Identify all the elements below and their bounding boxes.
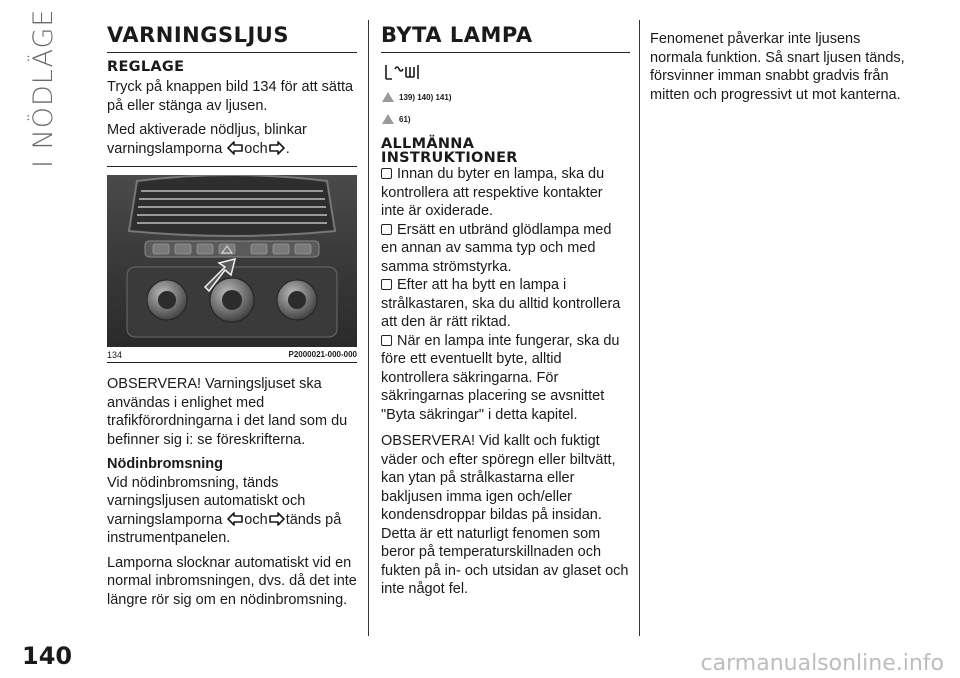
lamp-symbols-icon bbox=[384, 63, 630, 81]
left-turn-indicator-icon bbox=[227, 141, 243, 155]
figure-bottom-rule bbox=[107, 362, 357, 363]
column-divider-1 bbox=[368, 20, 369, 636]
warning-triangle-icon bbox=[381, 113, 395, 125]
watermark: carmanualsonline.info bbox=[700, 651, 944, 676]
figure-code: P2000021-000-000 bbox=[288, 350, 357, 359]
list-item: När en lampa inte fungerar, ska du före ett eventuellt byte, alltid kontrollera säkringarna. För säkringarnas placering se avsnittet "Byta säkringar" i detta kapitel. bbox=[381, 332, 620, 423]
list-item: Efter att ha bytt en lampa i strålkastaren, ska du alltid kontrollera att den är rätt riktad. bbox=[381, 277, 621, 330]
paragraph-lamporna: Lamporna slocknar automatiskt vid en normal inbromsningen, dvs. då det inte längre rör sig om en nödinbromsning. bbox=[107, 554, 357, 608]
heading-byta-lampa: BYTA LAMPA bbox=[381, 22, 630, 53]
paragraph-nodinbromsning: Vid nödinbromsning, tänds varningsljusen automatiskt och varningslamporna och tänds på instrumentpanelen. bbox=[107, 474, 342, 546]
subheading-allmanna-instruktioner: ALLMÄNNA INSTRUKTIONER bbox=[381, 136, 518, 166]
paragraph-observera-2: OBSERVERA! Vid kallt och fuktigt väder och efter spöregn eller biltvätt, kan ytan på strålkastarna eller bakljusen imma igen och/eller kondensdroppar bildas på insidan. Detta är ett naturligt fenomen som beror på temperaturskillnaden och fukten på in- och utsidan av glaset och inte något fel. bbox=[381, 433, 629, 597]
heading-nodinbromsning: Nödinbromsning bbox=[107, 456, 223, 472]
left-turn-indicator-icon bbox=[227, 512, 243, 526]
figure-top-rule bbox=[107, 166, 357, 167]
subheading-reglage: REGLAGE bbox=[107, 59, 185, 75]
dashboard-hazard-photo bbox=[107, 175, 357, 347]
page-number: 140 bbox=[22, 642, 73, 670]
list-item: Innan du byter en lampa, ska du kontrollera att respektive kontakter inte är oxiderade. bbox=[381, 166, 605, 219]
paragraph-observera-1: OBSERVERA! Varningsljuset ska användas i enlighet med trafikförordningarna i det land som du befinner sig i: se föreskrifterna. bbox=[107, 376, 348, 448]
column-varningsljus bbox=[107, 22, 357, 615]
checkbox-bullet-icon bbox=[381, 279, 392, 290]
references-note: 61) bbox=[381, 113, 630, 125]
paragraph-aktiverade: Med aktiverade nödljus, blinkar varningslamporna och . bbox=[107, 122, 307, 157]
warning-triangle-icon bbox=[381, 91, 395, 103]
column-divider-2 bbox=[639, 20, 640, 636]
list-item: Ersätt en utbränd glödlampa med en annan av samma typ och med samma strömstyrka. bbox=[381, 221, 612, 275]
column-continued bbox=[650, 30, 910, 110]
paragraph-tryck: Tryck på knappen bild 134 för att sätta på eller stänga av ljusen. bbox=[107, 79, 354, 114]
side-chapter-title: I NÖDLÄGE bbox=[28, 8, 59, 168]
paragraph-fenomenet: Fenomenet påverkar inte ljusens normala funktion. Så snart ljusen tänds, försvinner imman snabbt gradvis från mitten och progressivt ut mot kanterna. bbox=[650, 31, 905, 103]
checkbox-bullet-icon bbox=[381, 335, 392, 346]
checkbox-bullet-icon bbox=[381, 168, 392, 179]
heading-varningsljus: VARNINGSLJUS bbox=[107, 22, 357, 53]
right-turn-indicator-icon bbox=[269, 141, 285, 155]
right-turn-indicator-icon bbox=[269, 512, 285, 526]
figure-caption bbox=[107, 347, 357, 362]
column-byta-lampa bbox=[381, 22, 630, 605]
figure-number: 134 bbox=[107, 350, 123, 360]
checkbox-bullet-icon bbox=[381, 224, 392, 235]
references-warning: 139) 140) 141) bbox=[381, 91, 630, 103]
